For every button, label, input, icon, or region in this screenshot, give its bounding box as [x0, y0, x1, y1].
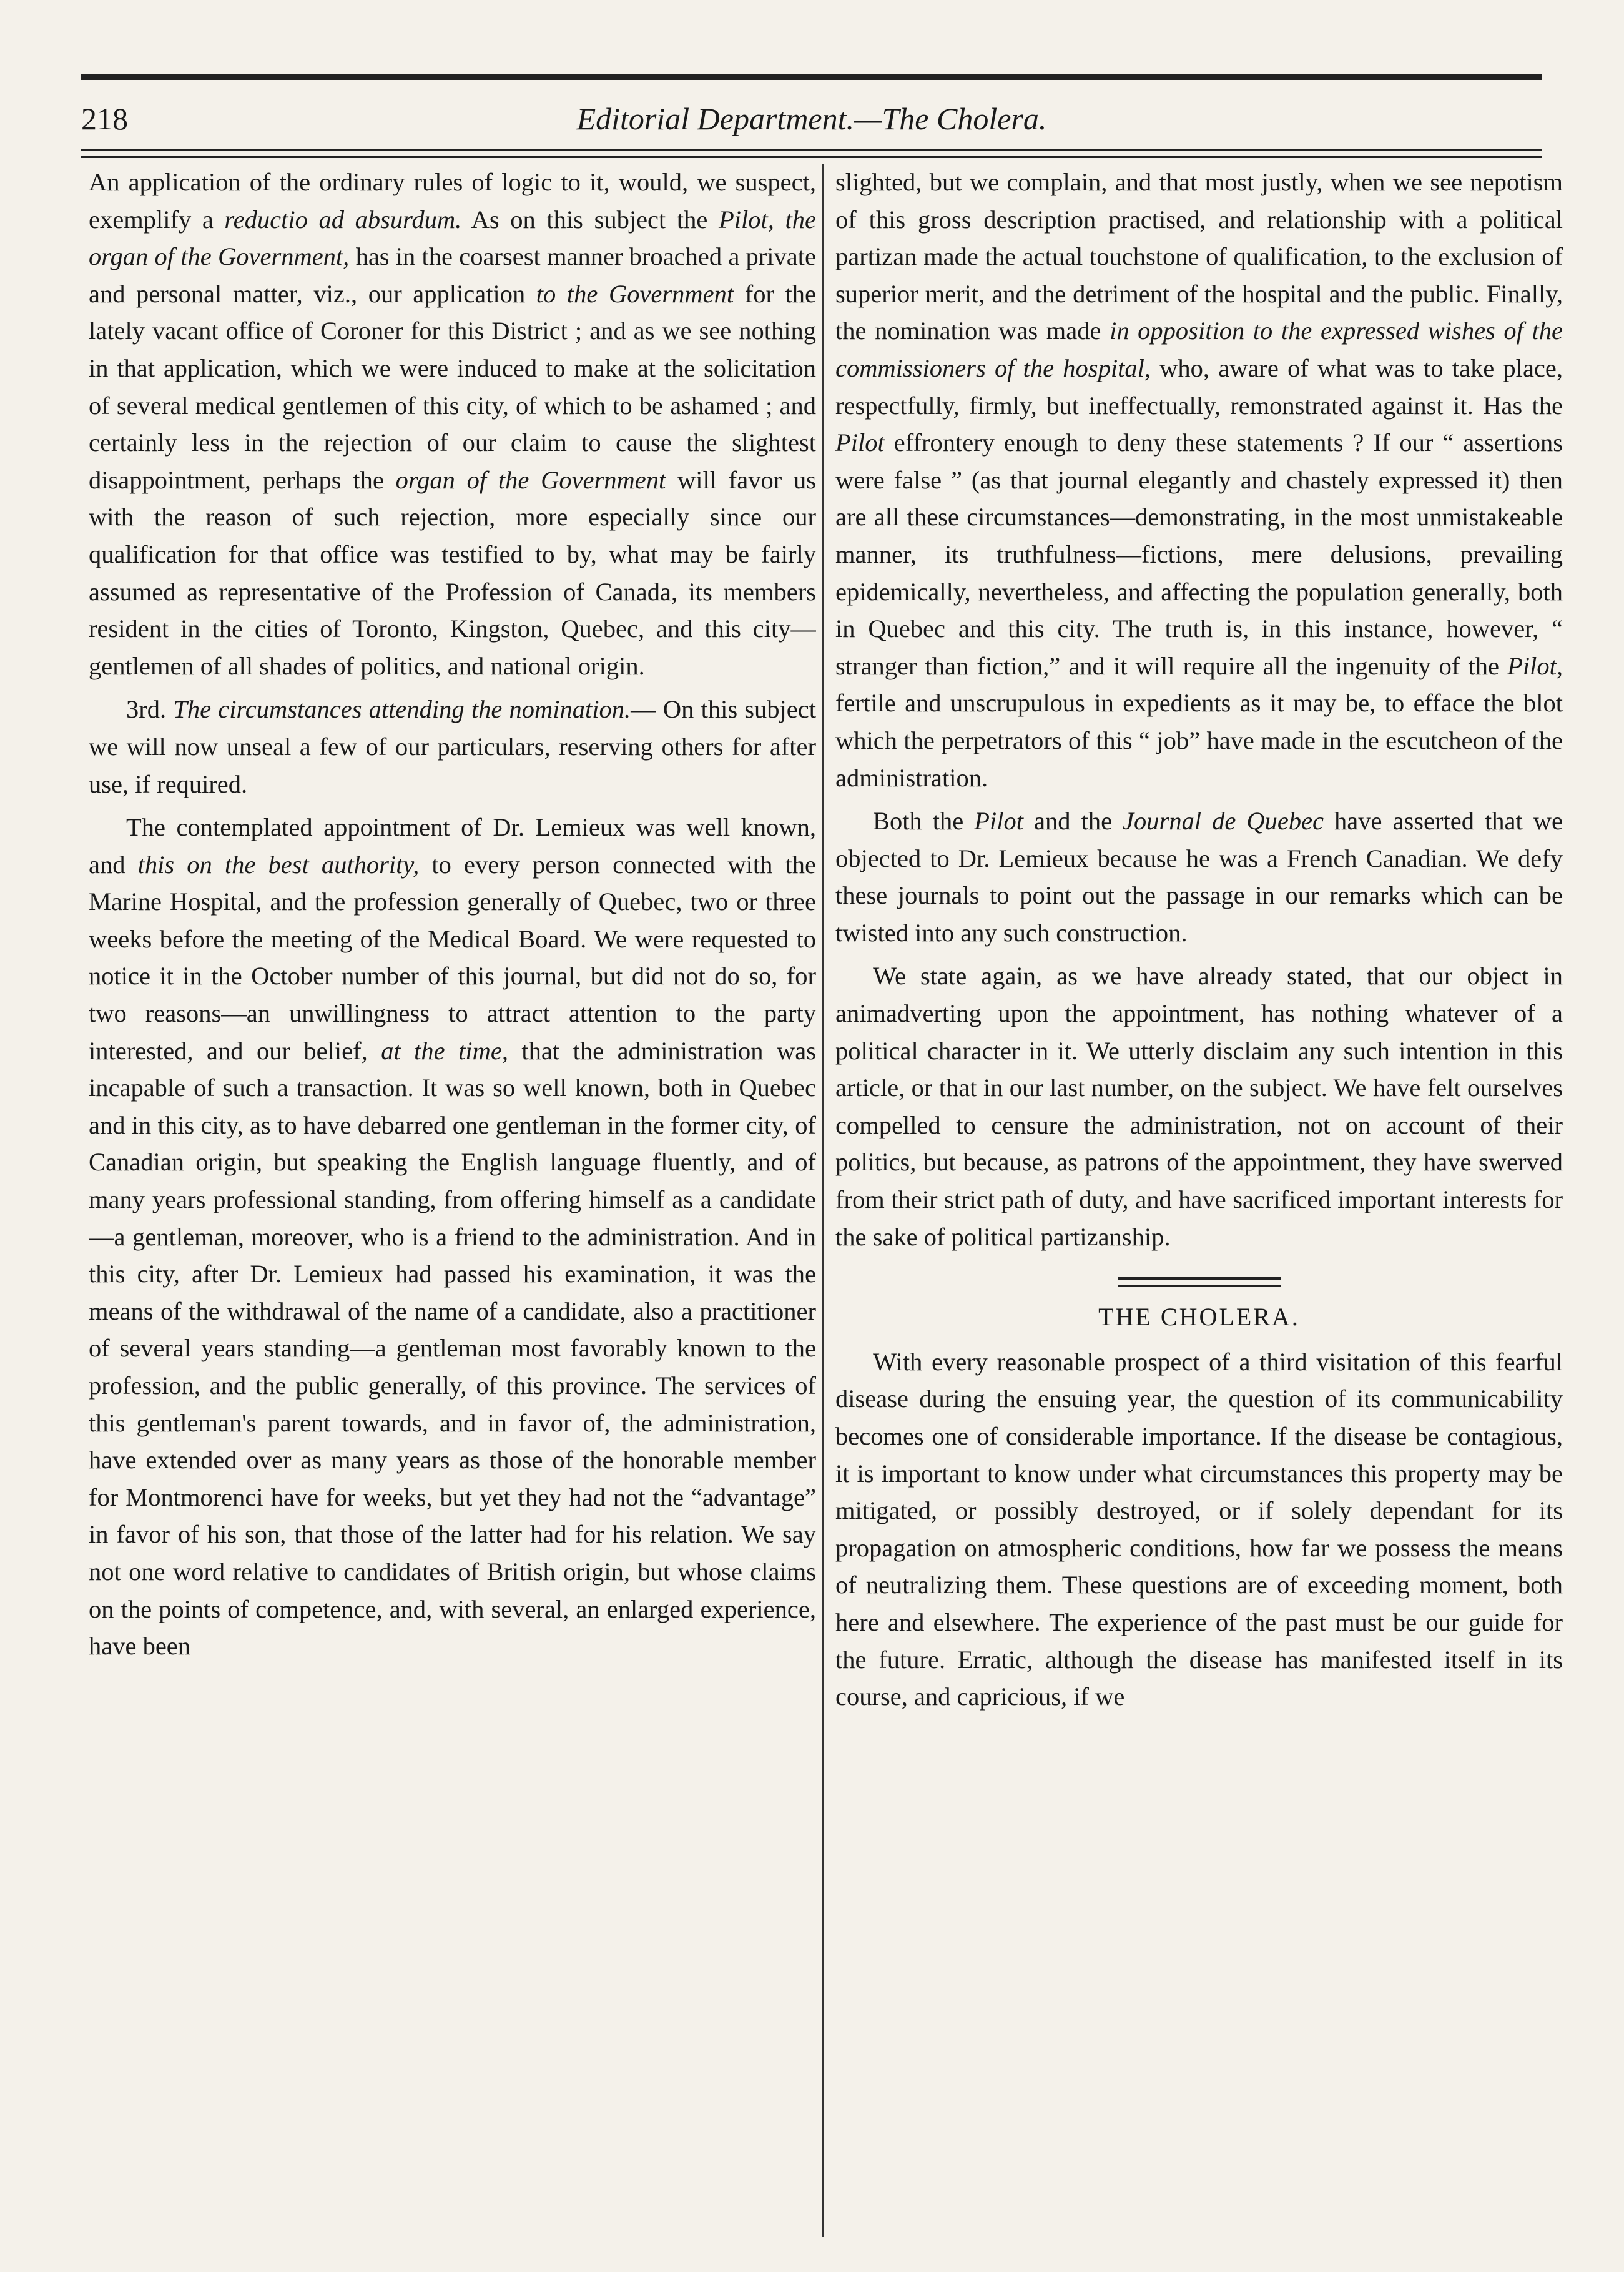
section-title-cholera: THE CHOLERA. [1098, 1303, 1300, 1331]
paragraph-cholera: With every reasonable prospect of a third visitation of this fearful disease during the ensuing year, the question of its communicability becomes one of considerable importance. If the disease be contagious, it is important to know under what circumstances this property may be mitigated, or possibly destroyed, or if solely dependant for its propagation on atmospheric conditions, how far we possess the means of neutralizing them. These questions are of exceeding moment, both here and elsewhere. The experience of the past must be our guide for the future. Erratic, although the disease has manifested itself in its course, and capricious, if we [835, 1347, 1563, 1711]
paragraph-logic: An application of the ordinary rules of logic to it, would, we suspect, exemplify a reductio ad absurdum. As on this subject the Pilot, the organ of the Government, has in the coarsest manner broached a private and personal matter, viz., our application to the Government for the lately vacant office of Coroner for this District ; and as we see nothing in that application, which we were induced to make at the solicitation of several medical gentlemen of this city, of which to be ashamed ; and certainly less in the rejection of our claim to cause the slightest disappointment, perhaps the organ of the Government will favor us with the reason of such rejection, more especially since our qualification for that office was testified to by, what may be fairly assumed as representative of the Profession of Canada, its members resident in the cities of Toronto, Kingston, Quebec, and this city—gentlemen of all shades of politics, and national origin. [89, 168, 816, 680]
header-rule [81, 149, 1542, 151]
page-header [81, 94, 1542, 144]
page-number: 218 [81, 101, 128, 136]
top-rule [81, 74, 1542, 80]
section-rule [1118, 1277, 1281, 1280]
paragraph-nepotism: slighted, but we complain, and that most justly, when we see nepotism of this gross description practised, and relationship with a political partizan made the actual touchstone of qualification, to the exclusion of superior merit, and the detriment of the hospital and the public. Finally, the nomination was made in opposition to the expressed wishes of the commissioners of the hospital, who, aware of what was to take place, respectfully, firmly, but ineffectually, remonstrated against it. Has the Pilot effrontery enough to deny these statements ? If our “ assertions were false ” (as that journal elegantly and chastely expressed it) then are all these circumstances—demonstrating, in the most unmistakeable manner, its truthfulness—fictions, mere delusions, prevailing epidemically, nevertheless, and affecting the population generally, both in Quebec and this city. The truth is, in this instance, however, “ stranger than fiction,” and it will require all the ingenuity of the Pilot, fertile and unscrupulous in expedients as it may be, to efface the blot which the perpetrators of this “ job” have made in the escutcheon of the administration. [835, 168, 1563, 792]
header-rule-thin [81, 156, 1542, 158]
right-column [835, 164, 1563, 2243]
section-rule-thin [1118, 1285, 1281, 1287]
paragraph-circumstances: 3rd. The circumstances attending the nomination.— On this subject we will now unseal a few of our particulars, reserving others for after use, if required. [89, 695, 816, 798]
running-head: Editorial Department.—The Cholera. [576, 101, 1047, 136]
paragraph-journals: Both the Pilot and the Journal de Quebec have asserted that we objected to Dr. Lemieux because he was a French Canadian. We defy these journals to point out the passage in our remarks which can be twisted into any such construction. [835, 807, 1563, 947]
paragraph-appointment: The contemplated appointment of Dr. Lemieux was well known, and this on the best authority, to every person connected with the Marine Hospital, and the profession generally of Quebec, two or three weeks before the meeting of the Medical Board. We were requested to notice it in the October number of this journal, but did not do so, for two reasons—an unwillingness to attract attention to the party interested, and our belief, at the time, that the administration was incapable of such a transaction. It was so well known, both in Quebec and in this city, as to have debarred one gentleman in the former city, of Canadian origin, but speaking the English language fluently, and of many years professional standing, from offering himself as a candidate—a gentleman, moreover, who is a friend to the administration. And in this city, after Dr. Lemieux had passed his examination, it was the means of the withdrawal of the name of a candidate, also a practitioner of several years standing—a gentleman most favorably known to the profession, and the public generally, of this province. The services of this gentleman's parent towards, and in favor of, the administration, have extended over as many years as those of the honorable member for Montmorenci have for weeks, but yet they had not the “advantage” in favor of his son, that those of the latter had for his relation. We say not one word relative to candidates of British origin, but whose claims on the points of competence, and, with several, an enlarged experience, have been [89, 813, 816, 1661]
left-column [89, 164, 816, 2243]
paragraph-political: We state again, as we have already stated, that our object in animadverting upon the appointment, has nothing whatever of a political character in it. We utterly disclaim any such intention in this article, or that in our last number, on the subject. We have felt ourselves compelled to censure the administration, not on account of their politics, but because, as patrons of the appointment, they have swerved from their strict path of duty, and have sacrificed important interests for the sake of political partizanship. [835, 962, 1563, 1251]
column-divider [822, 164, 824, 2237]
